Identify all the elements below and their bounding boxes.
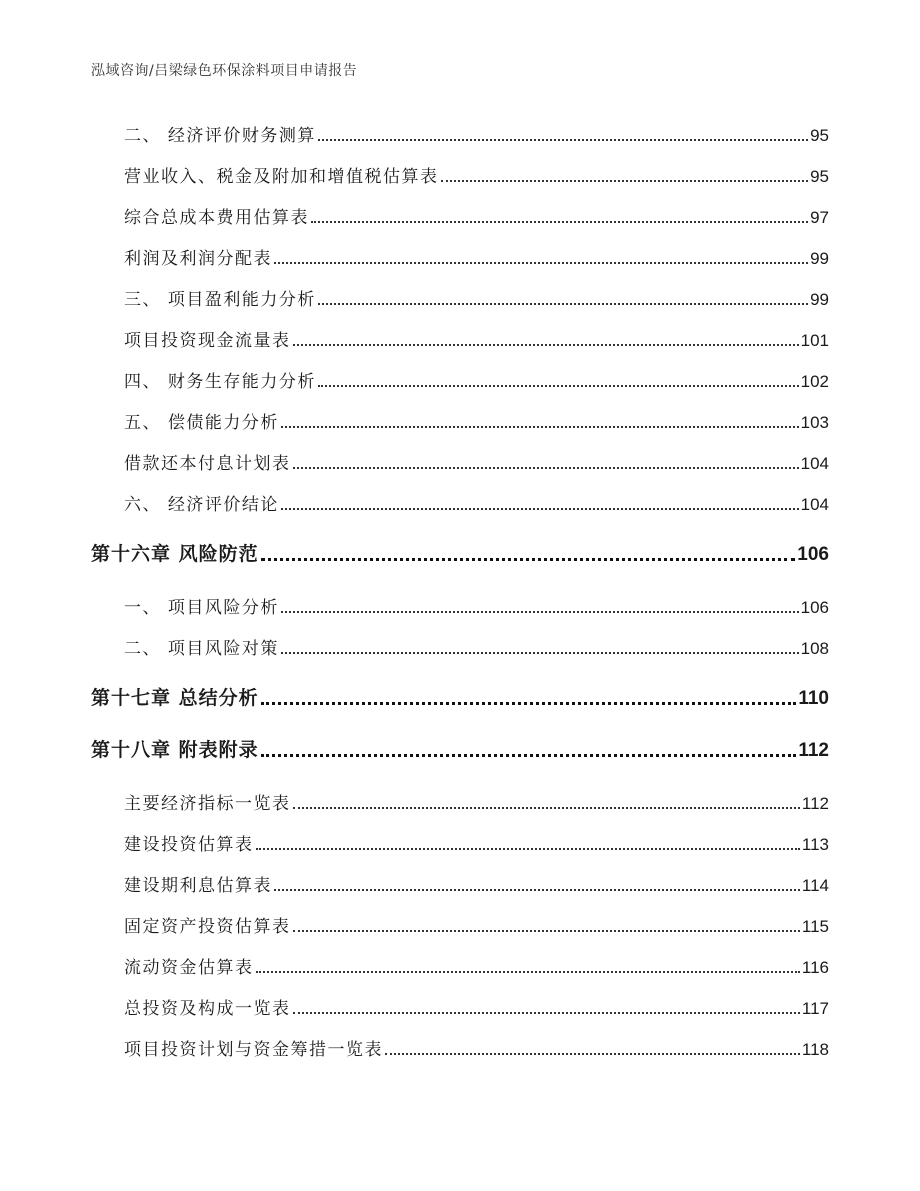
toc-entry-page: 103: [800, 413, 829, 432]
toc-entry[interactable]: [124, 450, 829, 474]
toc-entry-page: 118: [801, 1040, 829, 1059]
toc-entry-page: 95: [810, 167, 829, 186]
toc-entry-page: 104: [800, 495, 829, 514]
dot-leader: [281, 652, 799, 654]
dot-leader: [261, 702, 797, 705]
toc-entry[interactable]: [124, 790, 829, 814]
toc-chapter-label: 第十八章 附表附录: [91, 739, 259, 761]
toc-entry[interactable]: [124, 995, 829, 1019]
toc-entry-page: 116: [801, 958, 829, 977]
dot-leader: [318, 385, 799, 387]
toc-entry-page: 97: [810, 208, 829, 227]
toc-entry-label: 总投资及构成一览表: [124, 999, 291, 1019]
toc-entry[interactable]: [124, 1036, 829, 1060]
toc-chapter-page: 112: [798, 740, 829, 761]
toc-chapter-entry[interactable]: [91, 736, 829, 762]
toc-entry-label: 一、 项目风险分析: [124, 598, 279, 618]
toc-entry-label: 借款还本付息计划表: [124, 454, 291, 474]
toc-entry[interactable]: [124, 368, 829, 392]
toc-entry-label: 三、 项目盈利能力分析: [124, 290, 316, 310]
dot-leader: [261, 754, 797, 757]
toc-entry-page: 108: [800, 639, 829, 658]
dot-leader: [261, 558, 796, 561]
toc-entry-label: 综合总成本费用估算表: [124, 208, 309, 228]
dot-leader: [311, 221, 808, 223]
toc-entry-label: 固定资产投资估算表: [124, 917, 291, 937]
toc-entry-page: 113: [801, 835, 829, 854]
toc-entry-page: 114: [801, 876, 829, 895]
dot-leader: [281, 611, 799, 613]
toc-entry[interactable]: [124, 204, 829, 228]
toc-entry[interactable]: [124, 409, 829, 433]
toc-entry-page: 102: [800, 372, 829, 391]
toc-chapter-entry[interactable]: [91, 684, 829, 710]
toc-entry-page: 117: [801, 999, 829, 1018]
dot-leader: [293, 344, 799, 346]
toc-entry[interactable]: [124, 954, 829, 978]
toc-entry-page: 95: [810, 126, 829, 145]
toc-entry-label: 建设期利息估算表: [124, 876, 272, 896]
toc-entry-label: 建设投资估算表: [124, 835, 254, 855]
toc-entry[interactable]: [124, 635, 829, 659]
toc-entry-page: 99: [810, 290, 829, 309]
dot-leader: [318, 139, 808, 141]
toc-entry-label: 六、 经济评价结论: [124, 495, 279, 515]
document-header: 泓域咨询/吕梁绿色环保涂料项目申请报告: [91, 63, 358, 79]
dot-leader: [274, 889, 800, 891]
toc-entry-label: 二、 经济评价财务测算: [124, 126, 316, 146]
toc-entry-page: 99: [810, 249, 829, 268]
dot-leader: [274, 262, 808, 264]
toc-entry-page: 112: [801, 794, 829, 813]
dot-leader: [441, 180, 809, 182]
toc-entry-label: 项目投资现金流量表: [124, 331, 291, 351]
toc-entry-page: 115: [801, 917, 829, 936]
dot-leader: [293, 807, 800, 809]
toc-entry[interactable]: [124, 491, 829, 515]
toc-entry-label: 流动资金估算表: [124, 958, 254, 978]
toc-entry[interactable]: [124, 913, 829, 937]
toc-entry-label: 主要经济指标一览表: [124, 794, 291, 814]
toc-chapter-entry[interactable]: [91, 540, 829, 566]
toc-entry[interactable]: [124, 122, 829, 146]
toc-entry[interactable]: [124, 245, 829, 269]
dot-leader: [318, 303, 808, 305]
toc-entry-label: 五、 偿债能力分析: [124, 413, 279, 433]
toc-entry-label: 二、 项目风险对策: [124, 639, 279, 659]
dot-leader: [256, 971, 800, 973]
toc-entry[interactable]: [124, 594, 829, 618]
dot-leader: [281, 426, 799, 428]
toc-chapter-page: 110: [798, 688, 829, 709]
dot-leader: [385, 1053, 800, 1055]
dot-leader: [293, 1012, 800, 1014]
dot-leader: [256, 848, 800, 850]
toc-entry[interactable]: [124, 327, 829, 351]
toc-entry-label: 项目投资计划与资金筹措一览表: [124, 1040, 383, 1060]
toc-entry[interactable]: [124, 286, 829, 310]
toc-entry-page: 104: [800, 454, 829, 473]
toc-chapter-label: 第十七章 总结分析: [91, 687, 259, 709]
toc-chapter-page: 106: [797, 544, 829, 565]
toc-entry[interactable]: [124, 163, 829, 187]
toc-entry-page: 106: [800, 598, 829, 617]
toc-entry[interactable]: [124, 872, 829, 896]
dot-leader: [293, 930, 800, 932]
toc-entry-page: 101: [800, 331, 829, 350]
dot-leader: [281, 508, 799, 510]
toc-entry-label: 利润及利润分配表: [124, 249, 272, 269]
toc-entry-label: 营业收入、税金及附加和增值税估算表: [124, 167, 439, 187]
toc-entry-label: 四、 财务生存能力分析: [124, 372, 316, 392]
toc-entry[interactable]: [124, 831, 829, 855]
dot-leader: [293, 467, 799, 469]
toc-chapter-label: 第十六章 风险防范: [91, 543, 259, 565]
